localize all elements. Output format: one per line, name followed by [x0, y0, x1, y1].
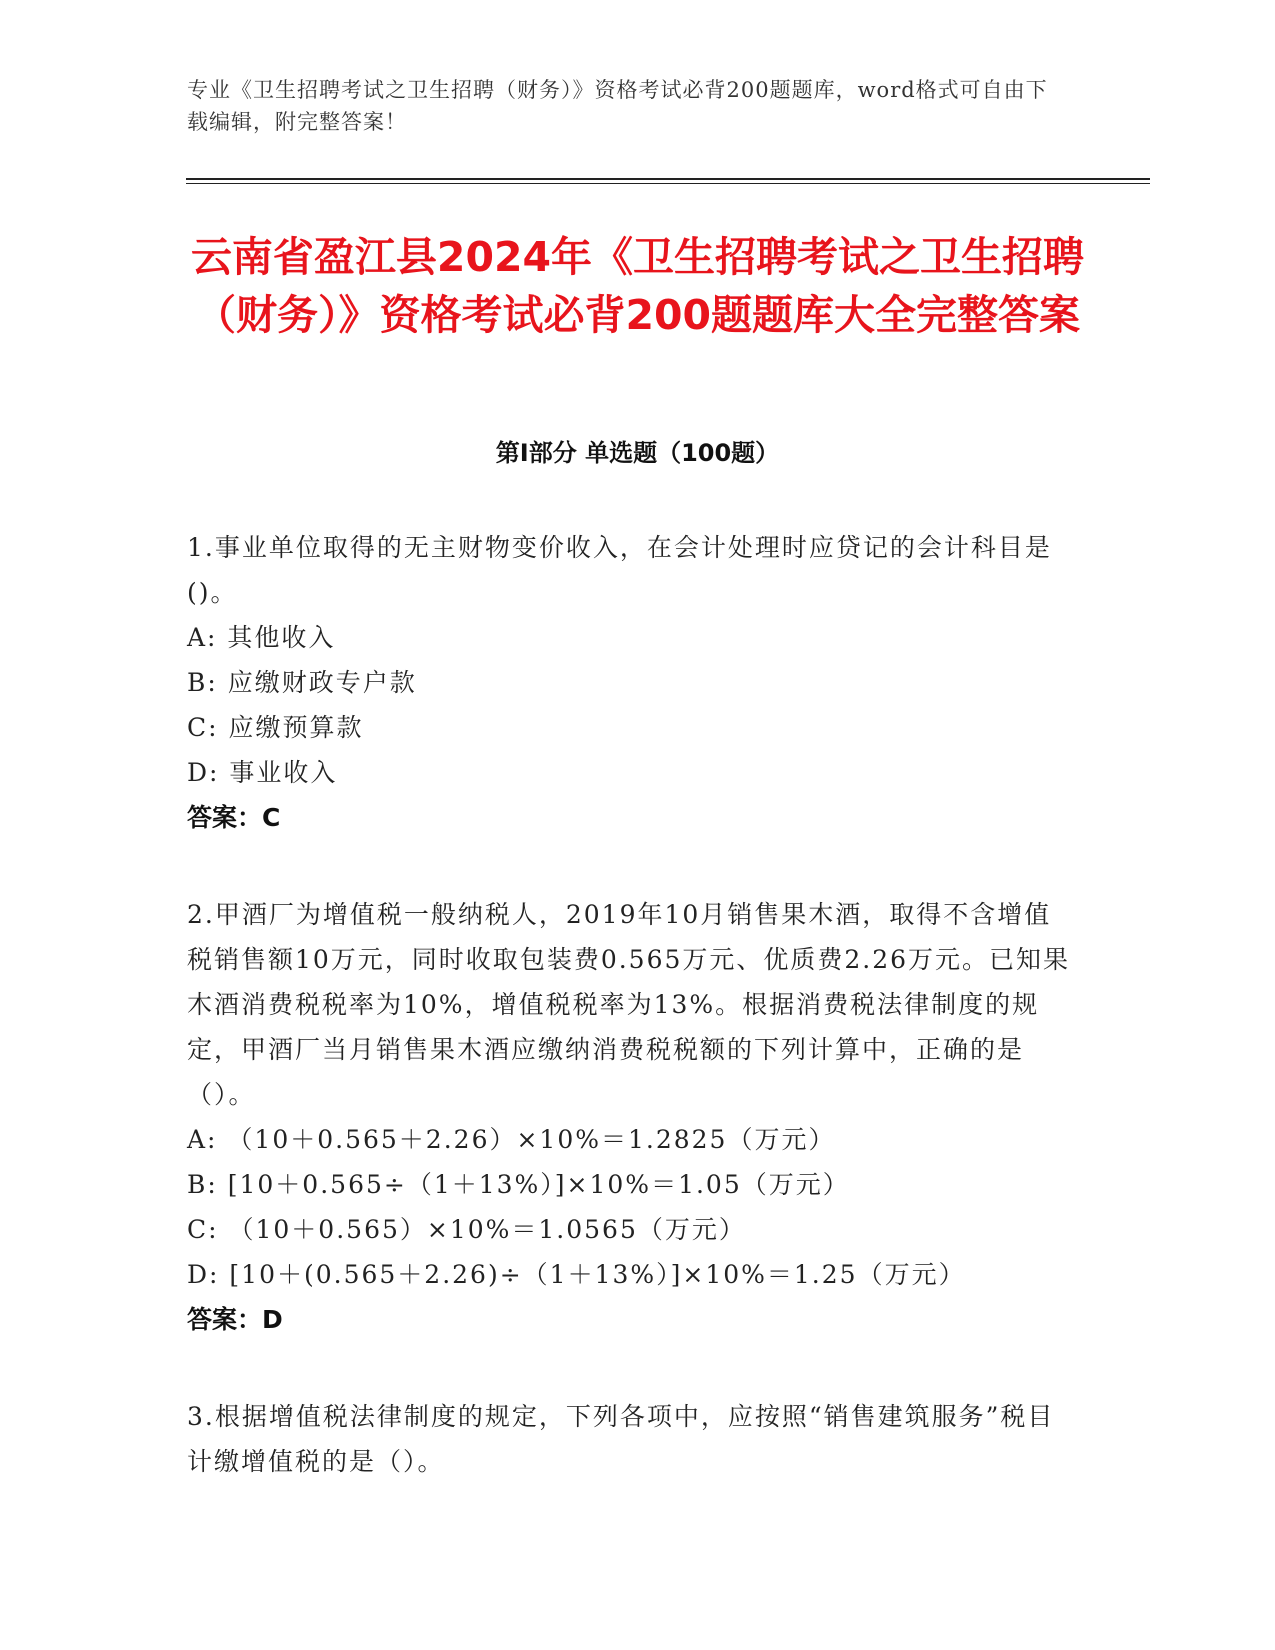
- header-divider-thin: [186, 183, 1150, 184]
- question-option-d: D: 事业收入: [187, 758, 338, 787]
- question-option-a: A: （10＋0.565＋2.26）×10%＝1.2825（万元）: [187, 1125, 836, 1154]
- header-note: 专业《卫生招聘考试之卫生招聘（财务）》资格考试必背200题题库，word格式可自由下载编辑，附完整答案！: [187, 78, 1048, 134]
- header-divider: [186, 178, 1150, 180]
- question-list: [187, 525, 1077, 1536]
- section-title: 第I部分 单选题（100题）: [495, 439, 780, 467]
- question-option-b: B: 应缴财政专户款: [187, 668, 417, 697]
- question-option-b: B: [10＋0.565÷（1＋13%）]×10%＝1.05（万元）: [187, 1170, 850, 1199]
- question-stem: 2.甲酒厂为增值税一般纳税人，2019年10月销售果木酒，取得不含增值税销售额10万元，同时收取包装费0.565万元、优质费2.26万元。已知果木酒消费税税率为10%，增值税税率为13%。根据消费税法律制度的规定，甲酒厂当月销售果木酒应缴纳消费税税额的下列计算中，正确的是（）。: [187, 900, 1071, 1109]
- document-title: 云南省盈江县2024年《卫生招聘考试之卫生招聘（财务）》资格考试必背200题题库大全完整答案: [190, 233, 1085, 339]
- question-option-c: C: （10＋0.565）×10%＝1.0565（万元）: [187, 1215, 746, 1244]
- question-stem: 1.事业单位取得的无主财物变价收入，在会计处理时应贷记的会计科目是()。: [187, 533, 1052, 607]
- question-answer: 答案：C: [187, 803, 281, 832]
- question-item: [187, 892, 1077, 1342]
- question-answer: 答案：D: [187, 1305, 283, 1334]
- question-item: [187, 1394, 1077, 1484]
- question-stem: 3.根据增值税法律制度的规定，下列各项中，应按照“销售建筑服务”税目计缴增值税的是（）。: [187, 1402, 1055, 1476]
- question-option-a: A: 其他收入: [187, 623, 336, 652]
- question-item: [187, 525, 1077, 840]
- question-option-d: D: [10＋(0.565＋2.26)÷（1＋13%）]×10%＝1.25（万元）: [187, 1260, 966, 1289]
- question-option-c: C: 应缴预算款: [187, 713, 364, 742]
